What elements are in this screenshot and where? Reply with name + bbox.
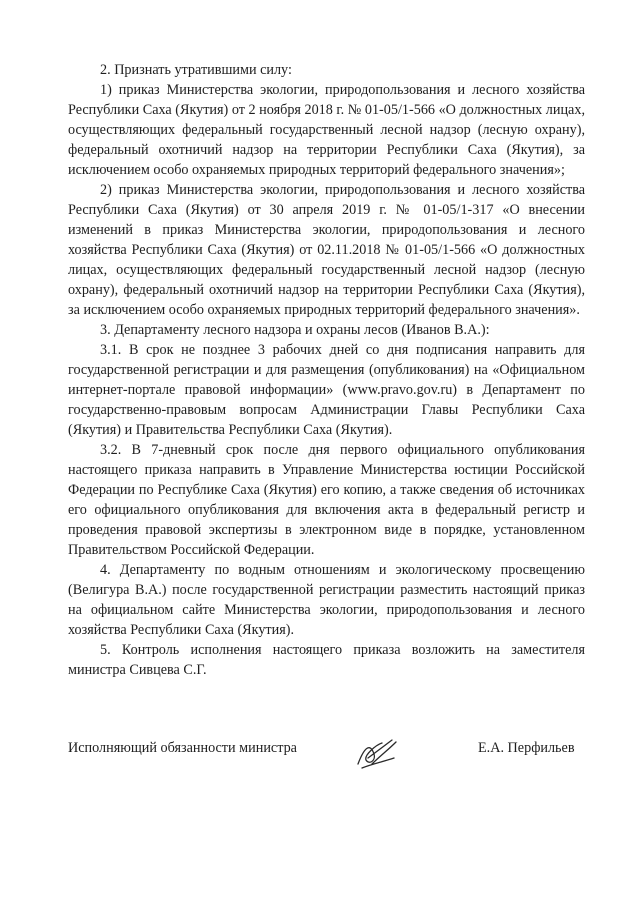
handwritten-signature — [352, 734, 404, 774]
paragraph-3-header: 3. Департаменту лесного надзора и охраны лесов (Иванов В.А.): — [100, 322, 490, 338]
signatory-name: Е.А. Перфильев — [478, 740, 575, 756]
document-body — [68, 60, 585, 680]
paragraph-3-1: 3.1. В срок не позднее 3 рабочих дней со дня подписания направить для государственной регистрации и для размещения (опубликования) на «Официальном интернет-портале правовой информации» (www.pravo.gov.ru) в Департамент по государственно-правовым вопросам Администрации Главы Республики Саха (Якутия) и Правительства Республики Саха (Якутия). — [68, 342, 585, 438]
paragraph-2-item-1: 1) приказ Министерства экологии, природопользования и лесного хозяйства Республики Саха (Якутия) от 2 ноября 2018 г. № 01-05/1-566 «О должностных лицах, осуществляющих федеральный государственный лесной надзор (лесную охрану), федеральный охотничий надзор на территории Республики Саха (Якутия), за исключением особо охраняемых природных территорий федерального значения»; — [68, 82, 585, 178]
paragraph-3-2: 3.2. В 7-дневный срок после дня первого официального опубликования настоящего приказа направить в Управление Министерства юстиции Российской Федерации по Республике Саха (Якутия) его копию, а также сведения об источниках его официального опубликования для включения акта в федеральный регистр и проведения правовой экспертизы в электронном виде в порядке, установленном Правительством Российской Федерации. — [68, 442, 585, 558]
paragraph-4: 4. Департаменту по водным отношениям и экологическому просвещению (Велигура В.А.) после государственной регистрации разместить настоящий приказ на официальном сайте Министерства экологии, природопользования и лесного хозяйства Республики Саха (Якутия). — [68, 562, 585, 638]
signatory-title: Исполняющий обязанности министра — [68, 740, 297, 756]
paragraph-2-item-2: 2) приказ Министерства экологии, природопользования и лесного хозяйства Республики Саха (Якутия) от 30 апреля 2019 г. № 01-05/1-317 «О внесении изменений в приказ Министерства экологии, природопользования и лесного хозяйства Республики Саха (Якутия) от 02.11.2018 № 01-05/1-566 «О должностных лицах, осуществляющих федеральный государственный лесной надзор (лесную охрану), федеральный охотничий надзор на территории Республики Саха (Якутия), за исключением особо охраняемых природных территорий федерального значения». — [68, 182, 585, 318]
paragraph-5: 5. Контроль исполнения настоящего приказа возложить на заместителя министра Сивцева С.Г. — [68, 642, 585, 678]
paragraph-2-header: 2. Признать утратившими силу: — [100, 62, 292, 78]
signature-block — [68, 734, 588, 794]
